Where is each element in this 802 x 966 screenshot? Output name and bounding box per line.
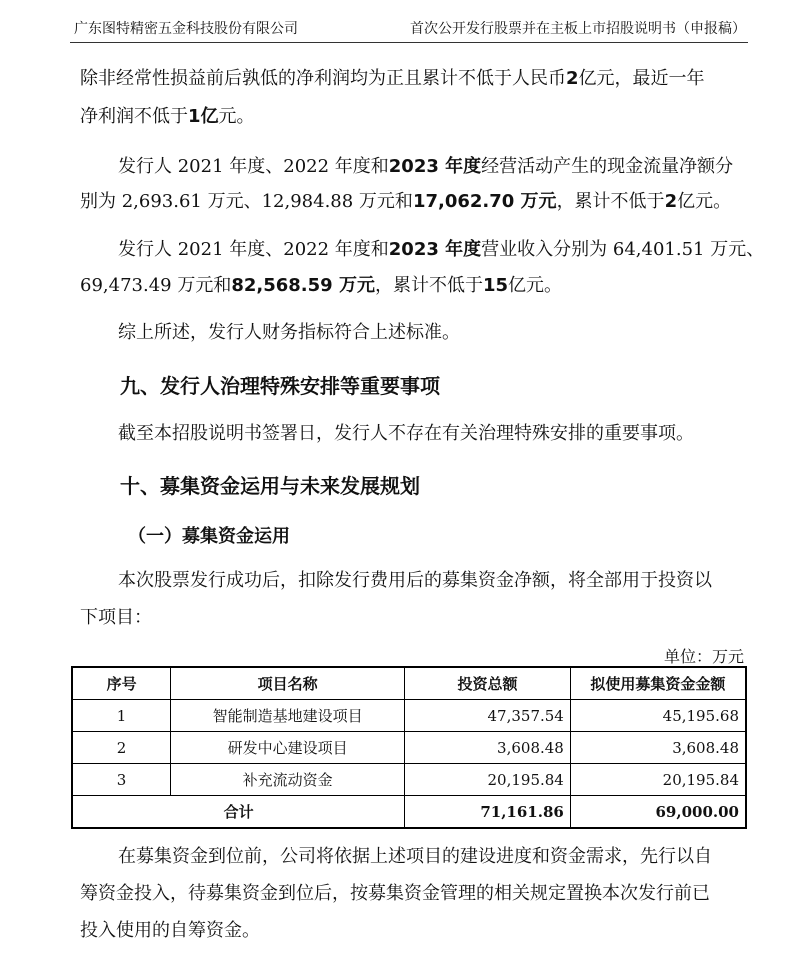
cell-raised: 3,608.48	[570, 732, 746, 764]
text: ，累计不低于	[556, 191, 665, 212]
text: 营业收入分别为 64,401.51 万元、	[481, 239, 765, 260]
col-header-total: 投资总额	[405, 667, 571, 700]
table-row	[72, 764, 746, 796]
bold-value: 2	[566, 68, 579, 89]
text: 别为 2,693.61 万元、12,984.88 万元和	[80, 191, 413, 212]
header-company: 广东图特精密五金科技股份有限公司	[74, 21, 298, 37]
paragraph-line	[80, 273, 562, 299]
bold-value: 2023 年度	[388, 156, 482, 177]
text: 净利润不低于	[80, 106, 188, 127]
bold-value: 15	[482, 275, 509, 296]
bold-value: 2023 年度	[388, 239, 482, 260]
cell-total-invest: 71,161.86	[405, 796, 571, 829]
text: 69,473.49 万元和	[80, 275, 232, 296]
cell-total: 3,608.48	[405, 732, 571, 764]
cell-raised: 20,195.84	[570, 764, 746, 796]
paragraph-line	[80, 189, 731, 215]
text: 亿元。	[677, 191, 732, 212]
bold-value: 82,568.59 万元	[231, 275, 375, 296]
cell-project: 补充流动资金	[171, 764, 405, 796]
cell-total-raised: 69,000.00	[570, 796, 746, 829]
investment-table	[71, 666, 747, 829]
text: 除非经常性损益前后孰低的净利润均为正且累计不低于人民币	[80, 68, 566, 89]
text: 经营活动产生的现金流量净额分	[481, 156, 734, 177]
text: 发行人 2021 年度、2022 年度和	[118, 156, 389, 177]
paragraph-line: 投入使用的自筹资金。	[80, 920, 260, 941]
cell-no: 1	[72, 700, 171, 732]
header-doc-title: 首次公开发行股票并在主板上市招股说明书（申报稿）	[410, 21, 746, 37]
table-row	[72, 732, 746, 764]
col-header-project: 项目名称	[171, 667, 405, 700]
paragraph-line: 筹资金投入，待募集资金到位后，按募集资金管理的相关规定置换本次发行前已	[80, 883, 710, 904]
paragraph-line	[80, 66, 705, 92]
cell-no: 2	[72, 732, 171, 764]
paragraph-line	[80, 104, 255, 130]
cell-project: 研发中心建设项目	[171, 732, 405, 764]
paragraph-line: 下项目：	[80, 607, 152, 628]
paragraph-conclusion: 综上所述，发行人财务指标符合上述标准。	[118, 322, 460, 343]
cell-total-label: 合计	[72, 796, 405, 829]
table-header-row	[72, 667, 746, 700]
paragraph-line	[118, 154, 733, 180]
col-header-no: 序号	[72, 667, 171, 700]
section-heading-9: 九、发行人治理特殊安排等重要事项	[120, 374, 440, 398]
table-unit: 单位：万元	[663, 647, 744, 666]
page-header	[70, 16, 748, 43]
table-row	[72, 700, 746, 732]
section-heading-10: 十、募集资金运用与未来发展规划	[120, 474, 420, 498]
paragraph-governance: 截至本招股说明书签署日，发行人不存在有关治理特殊安排的重要事项。	[118, 423, 694, 444]
subsection-heading: （一）募集资金运用	[128, 526, 290, 547]
cell-total: 20,195.84	[405, 764, 571, 796]
cell-raised: 45,195.68	[570, 700, 746, 732]
cell-project: 智能制造基地建设项目	[171, 700, 405, 732]
table-total-row	[72, 796, 746, 829]
text: 亿元。	[508, 275, 563, 296]
col-header-raised: 拟使用募集资金金额	[570, 667, 746, 700]
paragraph-line: 本次股票发行成功后，扣除发行费用后的募集资金净额，将全部用于投资以	[118, 570, 712, 591]
bold-value: 2	[664, 191, 678, 212]
text: ，累计不低于	[374, 275, 483, 296]
text: 发行人 2021 年度、2022 年度和	[118, 239, 389, 260]
paragraph-line: 在募集资金到位前，公司将依据上述项目的建设进度和资金需求，先行以自	[118, 846, 712, 867]
bold-value: 1亿	[188, 106, 219, 127]
cell-no: 3	[72, 764, 171, 796]
bold-value: 17,062.70 万元	[412, 191, 557, 212]
paragraph-line	[118, 237, 764, 263]
cell-total: 47,357.54	[405, 700, 571, 732]
text: 元。	[218, 106, 255, 127]
text: 亿元，最近一年	[578, 68, 705, 89]
